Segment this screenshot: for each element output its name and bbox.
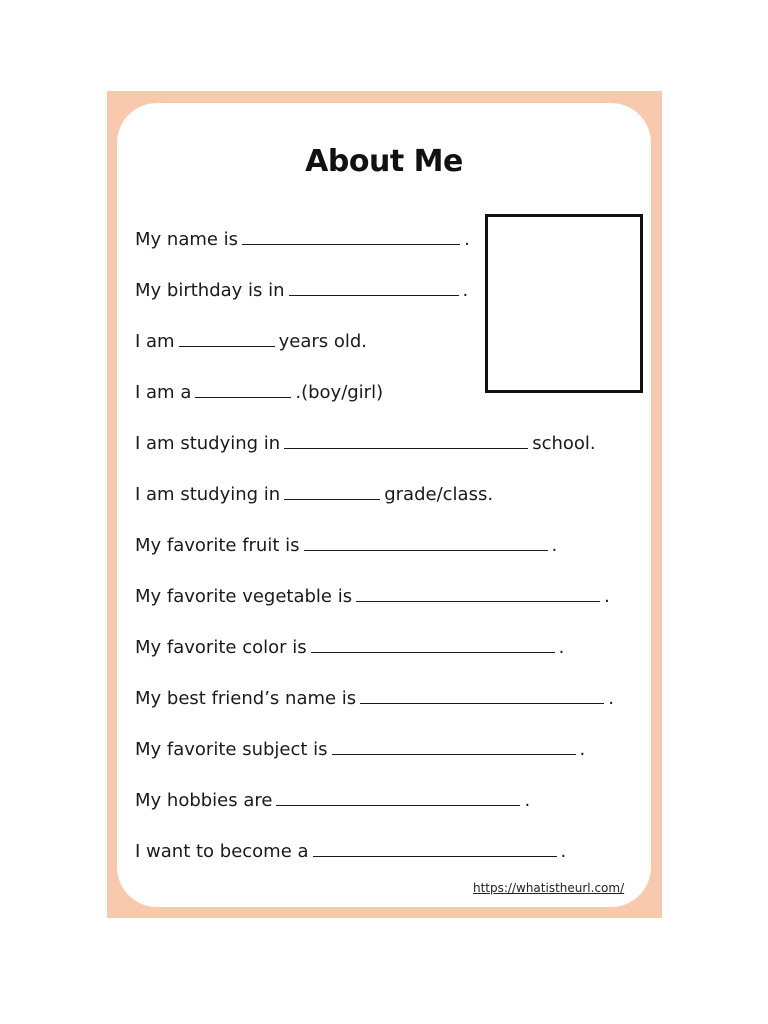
line-text: I am	[135, 331, 175, 352]
worksheet-title: About Me	[305, 144, 463, 179]
worksheet-line-age	[135, 328, 367, 354]
worksheet-line-grade	[135, 481, 493, 507]
line-text-end: .	[579, 739, 586, 760]
worksheet-line-hobbies	[135, 787, 530, 813]
line-text-end: .	[558, 637, 565, 658]
worksheet-line-name	[135, 226, 470, 252]
line-text: My favorite vegetable is	[135, 586, 353, 607]
line-text-end: .	[560, 841, 567, 862]
line-text-end: years old.	[278, 331, 368, 352]
answer-blank[interactable]	[179, 328, 275, 347]
answer-blank[interactable]	[195, 379, 291, 398]
worksheet-line-birthday	[135, 277, 468, 303]
worksheet-line-school	[135, 430, 596, 456]
photo-box	[485, 214, 643, 393]
line-text: I am a	[135, 382, 192, 403]
answer-blank[interactable]	[242, 226, 460, 245]
answer-blank[interactable]	[304, 532, 548, 551]
answer-blank[interactable]	[289, 277, 459, 296]
line-text: My name is	[135, 229, 239, 250]
line-text: My favorite subject is	[135, 739, 328, 760]
worksheet-line-gender	[135, 379, 383, 405]
line-text: My birthday is in	[135, 280, 285, 301]
answer-blank[interactable]	[311, 634, 555, 653]
line-text-end: .	[524, 790, 531, 811]
line-text: My hobbies are	[135, 790, 273, 811]
worksheet-line-color	[135, 634, 564, 660]
line-text: I am studying in	[135, 433, 281, 454]
line-text: I want to become a	[135, 841, 309, 862]
line-text-end: .	[464, 229, 470, 250]
answer-blank[interactable]	[360, 685, 604, 704]
line-text: My favorite color is	[135, 637, 307, 658]
line-text-end: .(boy/girl)	[295, 382, 384, 403]
line-text-end: .	[604, 586, 610, 607]
worksheet-line-fruit	[135, 532, 557, 558]
line-text: My best friend’s name is	[135, 688, 357, 709]
answer-blank[interactable]	[313, 838, 557, 857]
answer-blank[interactable]	[284, 430, 528, 449]
footer-url-link[interactable]: https://whatistheurl.com/	[473, 881, 625, 895]
worksheet-line-vegetable	[135, 583, 610, 609]
worksheet-line-subject	[135, 736, 585, 762]
line-text: My favorite fruit is	[135, 535, 300, 556]
answer-blank[interactable]	[284, 481, 380, 500]
line-text-end: school.	[532, 433, 596, 454]
line-text-end: .	[462, 280, 469, 301]
line-text-end: .	[608, 688, 614, 709]
worksheet-line-best-friend	[135, 685, 614, 711]
worksheet-line-become	[135, 838, 566, 864]
answer-blank[interactable]	[332, 736, 576, 755]
line-text-end: .	[551, 535, 558, 556]
answer-blank[interactable]	[276, 787, 520, 806]
line-text: I am studying in	[135, 484, 281, 505]
answer-blank[interactable]	[356, 583, 600, 602]
line-text-end: grade/class.	[384, 484, 494, 505]
